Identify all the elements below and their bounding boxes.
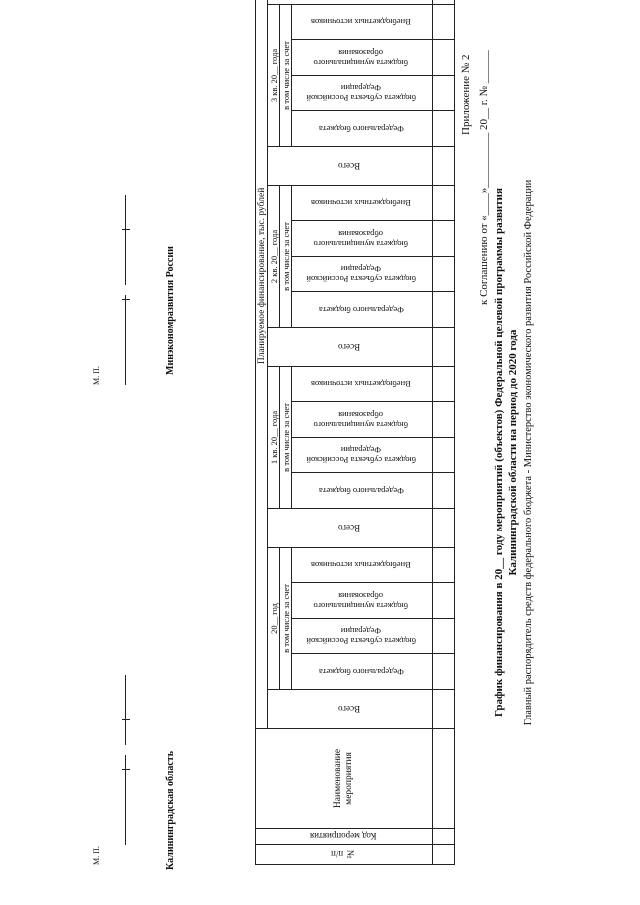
group-2-source-1-header: бюджета субъекта Российской Федерации <box>292 257 433 293</box>
table-cell-empty <box>433 76 455 112</box>
signature-right-tick-2 <box>122 229 130 230</box>
table-cell-empty <box>433 690 455 729</box>
col-name-header: Наименование мероприятия <box>256 729 433 829</box>
signature-right-line-2 <box>125 195 126 285</box>
table-cell-empty <box>433 147 455 186</box>
budget-manager-line: Главный распорядитель средств федерального бюджета - Министерство экономического развития Российской Федерации <box>523 179 534 726</box>
table-cell-empty <box>433 845 455 865</box>
stamp-left: М. П. <box>92 846 101 865</box>
document-subtitle: Калининградской области на период до 2020 года <box>507 329 519 576</box>
group-2-total-header: Всего <box>268 328 433 367</box>
signature-left-tick-1 <box>122 769 130 770</box>
group-3-source-1-header: бюджета субъекта Российской Федерации <box>292 76 433 112</box>
group-2-period-header: 2 кв. 20__ года <box>268 186 280 328</box>
group-1-source-3-header: Внебюджетных источников <box>292 367 433 403</box>
table-cell-empty <box>433 438 455 474</box>
table-cell-empty <box>433 583 455 619</box>
table-cell-empty <box>433 0 455 5</box>
group-2-source-3-header: Внебюджетных источников <box>292 186 433 222</box>
financing-table <box>255 0 455 865</box>
group-3-source-3-header: Внебюджетных источников <box>292 5 433 41</box>
group-0-source-0-header: Федерального бюджета <box>292 654 433 690</box>
signature-left-label: Калининградская область <box>165 751 176 870</box>
group-2-including-header: в том числе за счет <box>280 186 292 328</box>
group-1-total-header: Всего <box>268 509 433 548</box>
table-cell-empty <box>433 619 455 655</box>
signature-right-line-1 <box>125 295 126 385</box>
signature-left-line-2 <box>125 675 126 745</box>
table-cell-empty <box>433 402 455 438</box>
group-1-source-2-header: бюджета муниципального образования <box>292 402 433 438</box>
table-cell-empty <box>433 40 455 76</box>
table-cell-empty <box>433 548 455 584</box>
appendix-label: Приложение № 2 <box>460 54 472 135</box>
group-2-source-0-header: Федерального бюджета <box>292 292 433 328</box>
signature-left-tick-2 <box>122 719 130 720</box>
group-0-including-header: в том числе за счет <box>280 548 292 690</box>
agreement-reference: к Соглашению от «____»__________ 20__ г. № ______ <box>478 50 490 305</box>
group-0-period-header: 20__ год <box>268 548 280 690</box>
table-cell-empty <box>433 328 455 367</box>
signature-right-label: Минэкономразвития России <box>165 246 176 375</box>
table-cell-empty <box>433 221 455 257</box>
group-1-including-header: в том числе за счет <box>280 367 292 509</box>
document-title: График финансирования в 20__ году мероприятий (объектов) Федеральной целевой программы развития <box>493 188 505 717</box>
table-cell-empty <box>433 729 455 829</box>
table-cell-empty <box>433 5 455 41</box>
col-code-header: Код мероприятия <box>256 829 433 845</box>
group-3-source-0-header: Федерального бюджета <box>292 111 433 147</box>
signature-right-tick-1 <box>122 299 130 300</box>
table-cell-empty <box>433 292 455 328</box>
group-0-source-2-header: бюджета муниципального образования <box>292 583 433 619</box>
table-cell-empty <box>433 257 455 293</box>
table-cell-empty <box>433 186 455 222</box>
table-cell-empty <box>433 829 455 845</box>
table-cell-empty <box>433 654 455 690</box>
group-3-source-2-header: бюджета муниципального образования <box>292 40 433 76</box>
group-2-source-2-header: бюджета муниципального образования <box>292 221 433 257</box>
group-1-period-header: 1 кв. 20__ года <box>268 367 280 509</box>
stamp-right: М. П. <box>92 366 101 385</box>
table-cell-empty <box>433 509 455 548</box>
group-1-source-0-header: Федерального бюджета <box>292 473 433 509</box>
table-cell-empty <box>433 367 455 403</box>
table-cell-empty <box>433 473 455 509</box>
group-0-total-header: Всего <box>268 690 433 729</box>
table-cell-empty <box>433 111 455 147</box>
group-0-source-1-header: бюджета субъекта Российской Федерации <box>292 619 433 655</box>
col-num-header: № п/п <box>256 845 433 865</box>
group-3-including-header: в том числе за счет <box>280 5 292 147</box>
group-1-source-1-header: бюджета субъекта Российской Федерации <box>292 438 433 474</box>
planned-financing-header: Планируемое финансирование, тыс. рублей <box>256 0 268 729</box>
group-3-period-header: 3 кв. 20__ года <box>268 5 280 147</box>
group-3-total-header: Всего <box>268 147 433 186</box>
group-0-source-3-header: Внебюджетных источников <box>292 548 433 584</box>
